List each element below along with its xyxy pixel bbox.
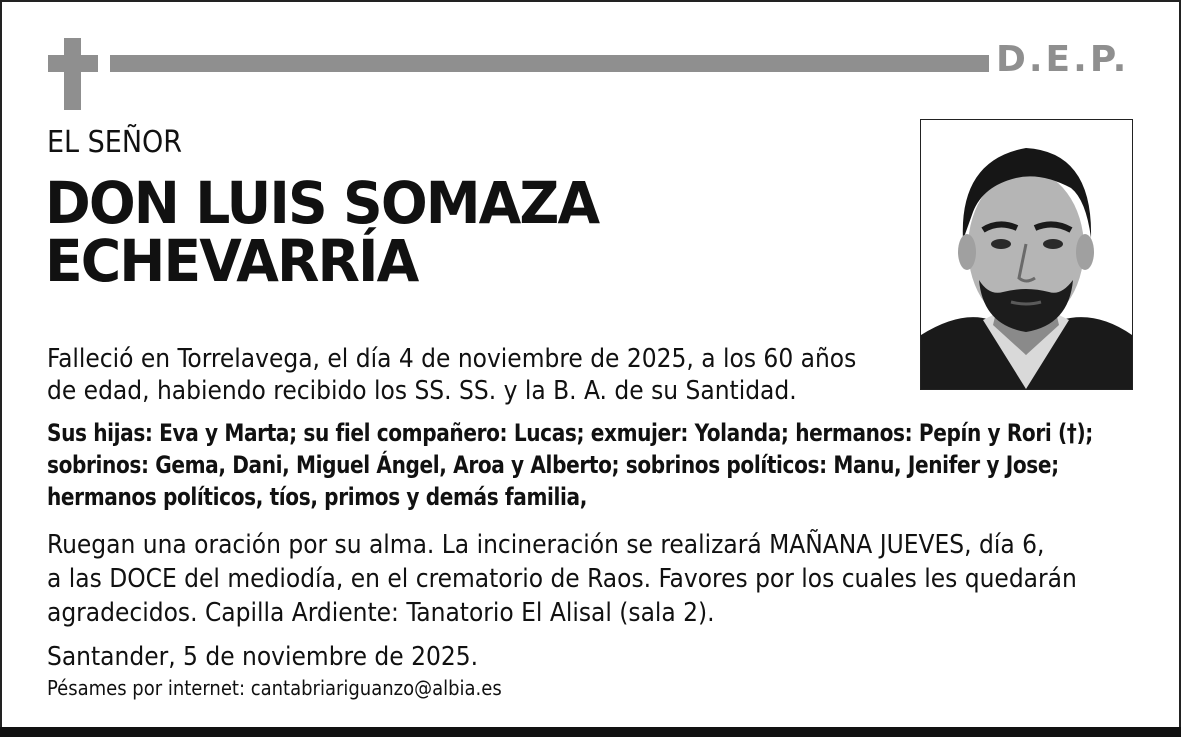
name-line: ECHEVARRÍA <box>45 227 418 295</box>
family-line: Sus hijas: Eva y Marta; su fiel compañero: Lucas; exmujer: Yolanda; hermanos: Pepín y Rori (†); <box>47 419 1093 447</box>
intro-label: EL SEÑOR <box>47 125 183 160</box>
name-line: DON LUIS SOMAZA <box>45 169 599 237</box>
family-line: hermanos políticos, tíos, primos y demás familia, <box>47 483 587 511</box>
service-line: Ruegan una oración por su alma. La incineración se realizará MAÑANA JUEVES, día 6, <box>47 530 1045 560</box>
bottom-rule <box>0 727 1181 737</box>
dep-label: D.E.P. <box>996 39 1130 80</box>
death-line: Falleció en Torrelavega, el día 4 de noviembre de 2025, a los 60 años <box>47 344 857 374</box>
portrait-photo <box>920 119 1133 390</box>
condolence-email: Pésames por internet: cantabriariguanzo@albia.es <box>47 676 502 700</box>
cross-icon-arm <box>48 55 98 72</box>
cross-icon <box>64 38 81 110</box>
service-line: a las DOCE del mediodía, en el crematorio de Raos. Favores por los cuales les quedarán <box>47 564 1077 594</box>
service-line: agradecidos. Capilla Ardiente: Tanatorio El Alisal (sala 2). <box>47 598 715 628</box>
deceased-name <box>45 169 862 295</box>
service-paragraph <box>47 528 1077 630</box>
family-line: sobrinos: Gema, Dani, Miguel Ángel, Aroa y Alberto; sobrinos políticos: Manu, Jenifer y Jose; <box>47 451 1059 479</box>
header-rule <box>110 55 989 72</box>
dateline: Santander, 5 de noviembre de 2025. <box>47 642 479 672</box>
death-paragraph <box>47 343 856 407</box>
death-line: de edad, habiendo recibido los SS. SS. y la B. A. de su Santidad. <box>47 376 797 406</box>
family-paragraph <box>47 417 1093 513</box>
